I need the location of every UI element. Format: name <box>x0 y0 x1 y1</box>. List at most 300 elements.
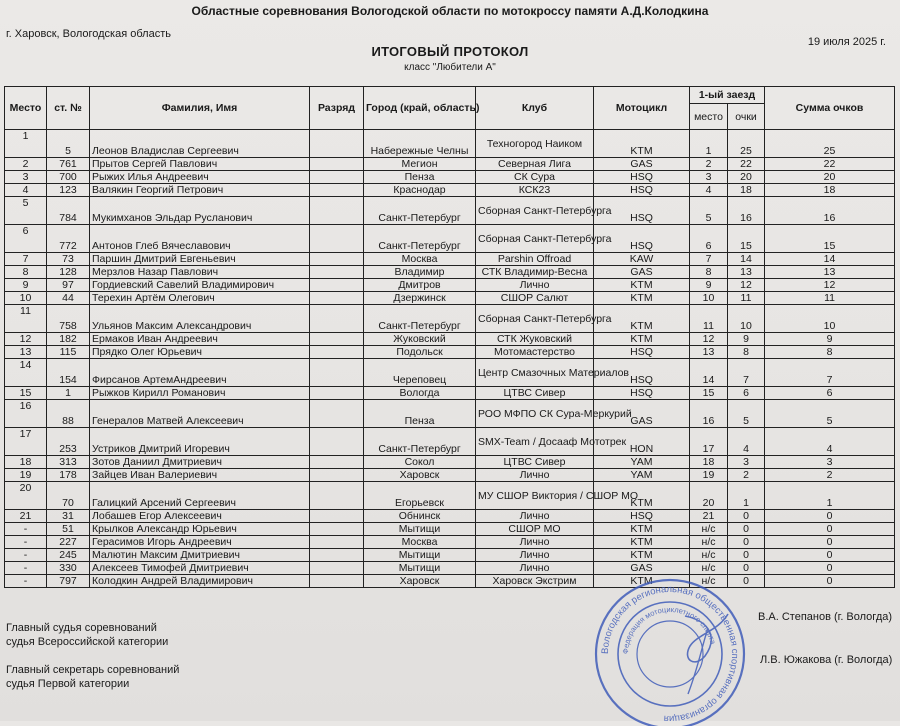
stamp-outer-text: Вологодская региональная общественная спортивная организация <box>599 583 741 725</box>
cell-city: Мегион <box>364 158 476 171</box>
cell-club: Сборная Санкт-Петербурга <box>476 225 594 253</box>
table-row <box>5 428 895 456</box>
table-row <box>5 387 895 400</box>
table-row <box>5 456 895 469</box>
column-header-city: Город (край, область) <box>364 87 476 130</box>
cell-heat-place: 6 <box>690 225 728 253</box>
cell-total: 6 <box>765 387 895 400</box>
cell-place: 14 <box>5 359 47 387</box>
cell-heat-place: н/с <box>690 549 728 562</box>
cell-name: Ермаков Иван Андреевич <box>90 333 310 346</box>
cell-city: Санкт-Петербург <box>364 225 476 253</box>
cell-heat-points: 0 <box>728 562 765 575</box>
cell-city: Мытищи <box>364 562 476 575</box>
cell-number: 1 <box>47 387 90 400</box>
cell-bike: HSQ <box>594 346 690 359</box>
cell-number: 700 <box>47 171 90 184</box>
cell-name: Мукимханов Эльдар Русланович <box>90 197 310 225</box>
protocol-title: ИТОГОВЫЙ ПРОТОКОЛ <box>371 44 529 59</box>
cell-rank <box>310 225 364 253</box>
cell-city: Жуковский <box>364 333 476 346</box>
cell-total: 12 <box>765 279 895 292</box>
cell-total: 10 <box>765 305 895 333</box>
cell-place: 11 <box>5 305 47 333</box>
cell-number: 245 <box>47 549 90 562</box>
chief-judge-title: Главный судья соревнований <box>6 622 157 634</box>
table-row <box>5 305 895 333</box>
cell-heat-points: 22 <box>728 158 765 171</box>
cell-rank <box>310 184 364 197</box>
cell-total: 1 <box>765 482 895 510</box>
cell-heat-points: 0 <box>728 510 765 523</box>
cell-place: 5 <box>5 197 47 225</box>
cell-bike: HSQ <box>594 359 690 387</box>
cell-place: 3 <box>5 171 47 184</box>
cell-place: - <box>5 536 47 549</box>
cell-club: Техногород Наиком <box>476 130 594 158</box>
table-row <box>5 253 895 266</box>
cell-place: 21 <box>5 510 47 523</box>
cell-place: 6 <box>5 225 47 253</box>
cell-heat-place: н/с <box>690 523 728 536</box>
column-header-bike: Мотоцикл <box>594 87 690 130</box>
cell-heat-points: 0 <box>728 523 765 536</box>
cell-name: Генералов Матвей Алексеевич <box>90 400 310 428</box>
cell-club: Parshin Offroad <box>476 253 594 266</box>
cell-heat-place: 18 <box>690 456 728 469</box>
cell-rank <box>310 292 364 305</box>
cell-heat-place: 16 <box>690 400 728 428</box>
cell-number: 115 <box>47 346 90 359</box>
cell-total: 5 <box>765 400 895 428</box>
cell-name: Прядко Олег Юрьевич <box>90 346 310 359</box>
column-header-heat-place: место <box>690 104 728 130</box>
cell-city: Череповец <box>364 359 476 387</box>
cell-rank <box>310 279 364 292</box>
chief-secretary-block <box>6 663 179 691</box>
cell-place: 7 <box>5 253 47 266</box>
cell-heat-points: 20 <box>728 171 765 184</box>
column-header-place: Место <box>5 87 47 130</box>
cell-name: Валякин Георгий Петрович <box>90 184 310 197</box>
cell-heat-points: 0 <box>728 536 765 549</box>
cell-city: Дмитров <box>364 279 476 292</box>
cell-name: Рыжков Кирилл Романович <box>90 387 310 400</box>
cell-bike: KTM <box>594 292 690 305</box>
cell-club: Лично <box>476 510 594 523</box>
results-body <box>5 130 895 588</box>
cell-city: Обнинск <box>364 510 476 523</box>
cell-number: 330 <box>47 562 90 575</box>
table-row <box>5 225 895 253</box>
cell-heat-place: 21 <box>690 510 728 523</box>
cell-club: Лично <box>476 469 594 482</box>
cell-number: 797 <box>47 575 90 588</box>
cell-heat-place: 15 <box>690 387 728 400</box>
cell-place: 16 <box>5 400 47 428</box>
cell-club: Лично <box>476 549 594 562</box>
cell-place: - <box>5 523 47 536</box>
chief-secretary-title: Главный секретарь соревнований <box>6 664 180 676</box>
cell-number: 31 <box>47 510 90 523</box>
cell-rank <box>310 305 364 333</box>
cell-total: 16 <box>765 197 895 225</box>
cell-club: РОО МФПО СК Сура-Меркурий <box>476 400 594 428</box>
cell-place: 4 <box>5 184 47 197</box>
cell-heat-place: 11 <box>690 305 728 333</box>
cell-rank <box>310 549 364 562</box>
cell-total: 7 <box>765 359 895 387</box>
location-label: г. Харовск, Вологодская область <box>6 28 171 40</box>
table-row <box>5 346 895 359</box>
chief-secretary-category: судья Первой категории <box>6 678 130 690</box>
cell-total: 15 <box>765 225 895 253</box>
cell-number: 44 <box>47 292 90 305</box>
table-row <box>5 510 895 523</box>
date-label: 19 июля 2025 г. <box>807 36 886 48</box>
cell-rank <box>310 482 364 510</box>
cell-name: Леонов Владислав Сергеевич <box>90 130 310 158</box>
cell-name: Прытов Сергей Павлович <box>90 158 310 171</box>
cell-heat-points: 0 <box>728 549 765 562</box>
cell-city: Сокол <box>364 456 476 469</box>
stamp-inner-text: Федерация мотоциклетного спорта <box>620 604 718 655</box>
cell-total: 25 <box>765 130 895 158</box>
cell-place: - <box>5 562 47 575</box>
cell-bike: GAS <box>594 158 690 171</box>
cell-place: 2 <box>5 158 47 171</box>
cell-bike: HSQ <box>594 184 690 197</box>
cell-number: 88 <box>47 400 90 428</box>
cell-number: 5 <box>47 130 90 158</box>
cell-bike: HSQ <box>594 171 690 184</box>
cell-total: 18 <box>765 184 895 197</box>
cell-place: 1 <box>5 130 47 158</box>
chief-judge-name: В.А. Степанов (г. Вологда) <box>758 611 893 623</box>
column-header-heat: 1-ый заезд <box>690 87 765 104</box>
cell-heat-points: 12 <box>728 279 765 292</box>
cell-bike: HON <box>594 428 690 456</box>
cell-number: 758 <box>47 305 90 333</box>
cell-name: Устриков Дмитрий Игоревич <box>90 428 310 456</box>
cell-place: 18 <box>5 456 47 469</box>
cell-city: Харовск <box>364 469 476 482</box>
cell-place: 10 <box>5 292 47 305</box>
cell-heat-place: 4 <box>690 184 728 197</box>
cell-rank <box>310 130 364 158</box>
cell-total: 0 <box>765 523 895 536</box>
cell-total: 0 <box>765 510 895 523</box>
cell-heat-place: н/с <box>690 562 728 575</box>
cell-rank <box>310 400 364 428</box>
cell-heat-points: 25 <box>728 130 765 158</box>
cell-heat-place: 17 <box>690 428 728 456</box>
table-row <box>5 266 895 279</box>
cell-city: Владимир <box>364 266 476 279</box>
cell-rank <box>310 171 364 184</box>
column-header-name: Фамилия, Имя <box>90 87 310 130</box>
cell-club: Харовск Экстрим <box>476 575 594 588</box>
cell-total: 13 <box>765 266 895 279</box>
cell-number: 253 <box>47 428 90 456</box>
cell-bike: GAS <box>594 562 690 575</box>
cell-heat-place: н/с <box>690 575 728 588</box>
cell-club: Сборная Санкт-Петербурга <box>476 305 594 333</box>
table-row <box>5 549 895 562</box>
cell-heat-points: 15 <box>728 225 765 253</box>
cell-club: СШОР МО <box>476 523 594 536</box>
cell-total: 4 <box>765 428 895 456</box>
table-row <box>5 562 895 575</box>
class-label: класс "Любители А" <box>404 62 496 73</box>
cell-place: 13 <box>5 346 47 359</box>
table-row <box>5 575 895 588</box>
cell-city: Санкт-Петербург <box>364 197 476 225</box>
cell-number: 772 <box>47 225 90 253</box>
cell-city: Краснодар <box>364 184 476 197</box>
chief-judge-category: судья Всероссийской категории <box>6 636 169 648</box>
cell-name: Мерзлов Назар Павлович <box>90 266 310 279</box>
cell-city: Подольск <box>364 346 476 359</box>
cell-bike: KTM <box>594 305 690 333</box>
cell-name: Терехин Артём Олегович <box>90 292 310 305</box>
column-header-total: Сумма очков <box>765 87 895 130</box>
cell-club: МУ СШОР Виктория / СШОР МО <box>476 482 594 510</box>
cell-bike: GAS <box>594 400 690 428</box>
cell-bike: HSQ <box>594 197 690 225</box>
cell-place: 17 <box>5 428 47 456</box>
cell-heat-place: 1 <box>690 130 728 158</box>
cell-bike: KTM <box>594 130 690 158</box>
cell-rank <box>310 536 364 549</box>
cell-name: Крылков Александр Юрьевич <box>90 523 310 536</box>
cell-heat-points: 14 <box>728 253 765 266</box>
cell-place: 15 <box>5 387 47 400</box>
cell-rank <box>310 197 364 225</box>
cell-name: Паршин Дмитрий Евгеньевич <box>90 253 310 266</box>
cell-place: 8 <box>5 266 47 279</box>
cell-heat-place: 3 <box>690 171 728 184</box>
cell-heat-points: 2 <box>728 469 765 482</box>
cell-club: СШОР Салют <box>476 292 594 305</box>
cell-name: Герасимов Игорь Андреевич <box>90 536 310 549</box>
table-row <box>5 130 895 158</box>
cell-number: 182 <box>47 333 90 346</box>
table-row <box>5 536 895 549</box>
cell-bike: KTM <box>594 333 690 346</box>
cell-heat-place: 9 <box>690 279 728 292</box>
cell-name: Алексеев Тимофей Дмитриевич <box>90 562 310 575</box>
column-header-rank: Разряд <box>310 87 364 130</box>
chief-judge-block <box>6 621 168 649</box>
cell-name: Зайцев Иван Валериевич <box>90 469 310 482</box>
cell-club: Сборная Санкт-Петербурга <box>476 197 594 225</box>
cell-bike: HSQ <box>594 225 690 253</box>
cell-name: Антонов Глеб Вячеславович <box>90 225 310 253</box>
cell-number: 784 <box>47 197 90 225</box>
cell-club: Центр Смазочных Материалов <box>476 359 594 387</box>
cell-heat-place: 14 <box>690 359 728 387</box>
cell-place: 12 <box>5 333 47 346</box>
cell-total: 9 <box>765 333 895 346</box>
cell-club: СК Сура <box>476 171 594 184</box>
cell-number: 178 <box>47 469 90 482</box>
cell-club: Мотомастерство <box>476 346 594 359</box>
cell-place: 20 <box>5 482 47 510</box>
cell-number: 313 <box>47 456 90 469</box>
cell-heat-place: 10 <box>690 292 728 305</box>
cell-heat-place: 13 <box>690 346 728 359</box>
cell-number: 97 <box>47 279 90 292</box>
cell-name: Зотов Даниил Дмитриевич <box>90 456 310 469</box>
cell-city: Пенза <box>364 400 476 428</box>
cell-rank <box>310 359 364 387</box>
chief-secretary-name: Л.В. Южакова (г. Вологда) <box>760 654 893 666</box>
cell-number: 154 <box>47 359 90 387</box>
cell-city: Мытищи <box>364 523 476 536</box>
cell-heat-points: 10 <box>728 305 765 333</box>
cell-bike: KTM <box>594 482 690 510</box>
table-row <box>5 482 895 510</box>
cell-number: 128 <box>47 266 90 279</box>
column-header-heat-points: очки <box>728 104 765 130</box>
cell-heat-points: 4 <box>728 428 765 456</box>
cell-heat-points: 3 <box>728 456 765 469</box>
cell-bike: KAW <box>594 253 690 266</box>
cell-total: 20 <box>765 171 895 184</box>
cell-bike: KTM <box>594 279 690 292</box>
cell-heat-place: 8 <box>690 266 728 279</box>
cell-heat-place: 5 <box>690 197 728 225</box>
cell-total: 0 <box>765 575 895 588</box>
cell-city: Набережные Челны <box>364 130 476 158</box>
cell-name: Гордиевский Савелий Владимирович <box>90 279 310 292</box>
table-row <box>5 184 895 197</box>
cell-heat-points: 16 <box>728 197 765 225</box>
cell-club: ЦТВС Сивер <box>476 456 594 469</box>
table-row <box>5 359 895 387</box>
svg-text:Федерация мотоциклетного спорт <box>621 605 718 654</box>
cell-city: Егорьевск <box>364 482 476 510</box>
cell-rank <box>310 456 364 469</box>
table-row <box>5 158 895 171</box>
table-row <box>5 292 895 305</box>
cell-club: Северная Лига <box>476 158 594 171</box>
cell-place: 19 <box>5 469 47 482</box>
cell-rank <box>310 562 364 575</box>
table-row <box>5 333 895 346</box>
cell-heat-place: 20 <box>690 482 728 510</box>
cell-heat-points: 11 <box>728 292 765 305</box>
cell-club: СТК Жуковский <box>476 333 594 346</box>
cell-rank <box>310 333 364 346</box>
cell-heat-place: 7 <box>690 253 728 266</box>
column-header-club: Клуб <box>476 87 594 130</box>
cell-number: 73 <box>47 253 90 266</box>
table-row <box>5 279 895 292</box>
cell-place: 9 <box>5 279 47 292</box>
cell-heat-place: н/с <box>690 536 728 549</box>
cell-club: Лично <box>476 536 594 549</box>
cell-rank <box>310 510 364 523</box>
cell-number: 70 <box>47 482 90 510</box>
cell-number: 227 <box>47 536 90 549</box>
cell-rank <box>310 253 364 266</box>
cell-bike: YAM <box>594 469 690 482</box>
cell-heat-place: 12 <box>690 333 728 346</box>
cell-name: Фирсанов АртемАндреевич <box>90 359 310 387</box>
cell-name: Колодкин Андрей Владимирович <box>90 575 310 588</box>
cell-name: Малютин Максим Дмитриевич <box>90 549 310 562</box>
cell-number: 761 <box>47 158 90 171</box>
cell-heat-points: 1 <box>728 482 765 510</box>
cell-heat-points: 5 <box>728 400 765 428</box>
cell-rank <box>310 575 364 588</box>
table-row <box>5 400 895 428</box>
column-header-number: ст. № <box>47 87 90 130</box>
cell-club: SMX-Team / Досааф Мототрек <box>476 428 594 456</box>
cell-total: 8 <box>765 346 895 359</box>
cell-heat-points: 8 <box>728 346 765 359</box>
cell-city: Пенза <box>364 171 476 184</box>
cell-total: 22 <box>765 158 895 171</box>
cell-bike: HSQ <box>594 387 690 400</box>
cell-city: Москва <box>364 536 476 549</box>
cell-city: Дзержинск <box>364 292 476 305</box>
competition-title: Областные соревнования Вологодской области по мотокроссу памяти А.Д.Колодкина <box>191 4 709 18</box>
cell-rank <box>310 266 364 279</box>
cell-rank <box>310 387 364 400</box>
cell-rank <box>310 523 364 536</box>
cell-total: 0 <box>765 536 895 549</box>
cell-city: Санкт-Петербург <box>364 428 476 456</box>
cell-club: СТК Владимир-Весна <box>476 266 594 279</box>
cell-city: Мытищи <box>364 549 476 562</box>
cell-total: 14 <box>765 253 895 266</box>
cell-total: 0 <box>765 549 895 562</box>
cell-club: Лично <box>476 562 594 575</box>
cell-name: Галицкий Арсений Сергеевич <box>90 482 310 510</box>
table-row <box>5 197 895 225</box>
cell-club: Лично <box>476 279 594 292</box>
cell-heat-points: 0 <box>728 575 765 588</box>
cell-number: 51 <box>47 523 90 536</box>
cell-city: Москва <box>364 253 476 266</box>
table-row <box>5 523 895 536</box>
cell-rank <box>310 428 364 456</box>
cell-club: ЦТВС Сивер <box>476 387 594 400</box>
results-table <box>4 86 895 588</box>
cell-bike: KTM <box>594 549 690 562</box>
cell-name: Рыжих Илья Андреевич <box>90 171 310 184</box>
cell-heat-place: 19 <box>690 469 728 482</box>
cell-heat-points: 7 <box>728 359 765 387</box>
cell-name: Лобашев Егор Алексеевич <box>90 510 310 523</box>
cell-bike: HSQ <box>594 510 690 523</box>
cell-place: - <box>5 575 47 588</box>
cell-heat-points: 6 <box>728 387 765 400</box>
cell-total: 2 <box>765 469 895 482</box>
official-stamp-icon <box>590 576 750 726</box>
cell-rank <box>310 158 364 171</box>
cell-heat-points: 9 <box>728 333 765 346</box>
cell-rank <box>310 346 364 359</box>
table-row <box>5 469 895 482</box>
cell-heat-points: 13 <box>728 266 765 279</box>
cell-bike: KTM <box>594 575 690 588</box>
cell-heat-points: 18 <box>728 184 765 197</box>
cell-total: 3 <box>765 456 895 469</box>
